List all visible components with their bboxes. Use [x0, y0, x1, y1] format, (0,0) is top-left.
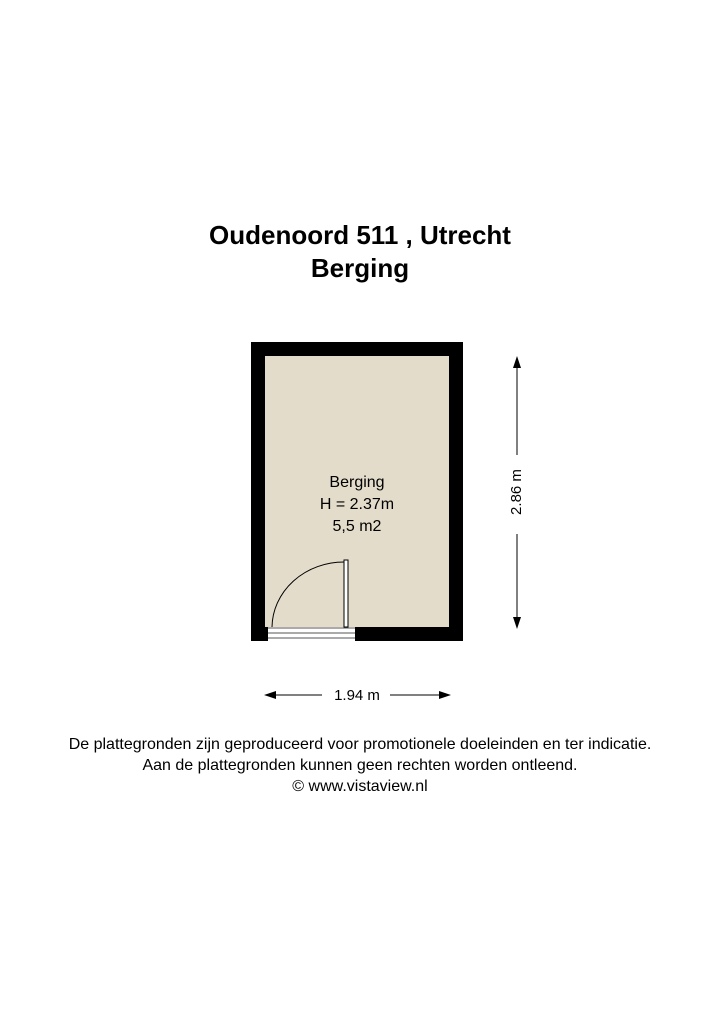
arrow-left-icon — [264, 691, 276, 699]
arrow-up-icon — [513, 356, 521, 368]
room-height-label: H = 2.37m — [319, 496, 395, 513]
arrow-right-icon — [439, 691, 451, 699]
room-floor — [265, 356, 449, 627]
width-dimension — [264, 687, 451, 704]
door-opening — [268, 627, 355, 641]
copyright-link[interactable]: © www.vistaview.nl — [292, 778, 428, 795]
arrow-down-icon — [513, 617, 521, 629]
depth-dimension — [508, 356, 525, 629]
room-area-label: 5,5 m2 — [332, 518, 382, 535]
disclaimer-line-1: De plattegronden zijn geproduceerd voor promotionele doeleinden en ter indicatie. — [68, 736, 652, 753]
width-dimension-label: 1.94 m — [334, 687, 380, 704]
room-name-label: Berging — [329, 474, 385, 491]
disclaimer-line-2: Aan de plattegronden kunnen geen rechten worden ontleend. — [142, 757, 578, 774]
depth-dimension-label: 2.86 m — [507, 469, 525, 515]
door-leaf — [344, 560, 348, 627]
page-title: Oudenoord 511 , Utrecht — [209, 220, 511, 250]
disclaimer — [0, 734, 720, 797]
page-subtitle: Berging — [310, 253, 410, 283]
